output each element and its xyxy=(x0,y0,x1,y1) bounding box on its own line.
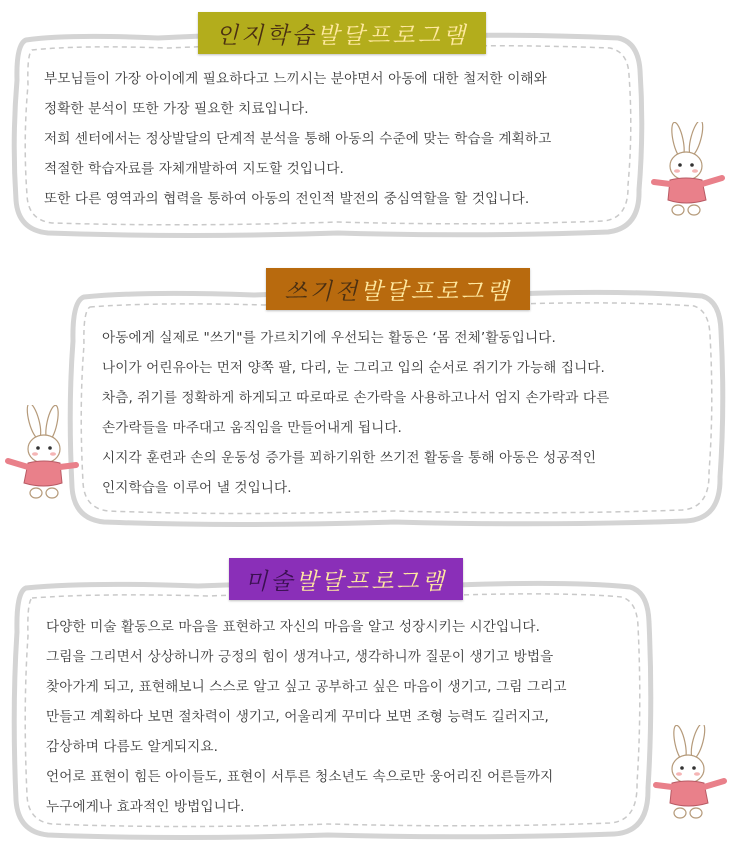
body-line: 찾아가게 되고, 표현해보니 스스로 알고 싶고 공부하고 싶은 마음이 생기고, 그림 그리고 xyxy=(46,679,567,695)
body-line: 다양한 미술 활동으로 마음을 표현하고 자신의 마음을 알고 성장시키는 시간입니다. xyxy=(46,619,541,635)
section-body xyxy=(102,323,609,503)
body-line: 적절한 학습자료를 자체개발하여 지도할 것입니다. xyxy=(44,161,344,177)
body-line: 만들고 계획하다 보면 절차력이 생기고, 어울리게 꾸미다 보면 조형 능력도 길러지고, xyxy=(46,709,549,725)
body-line: 차츰, 쥐기를 정확하게 하게되고 따로따로 손가락을 사용하고나서 엄지 손가락과 다른 xyxy=(102,390,610,406)
title-part-a: 미술 xyxy=(245,568,296,595)
title-part-b: 발달프로그램 xyxy=(316,22,469,49)
section-art xyxy=(8,578,658,842)
rabbit-icon xyxy=(2,405,82,505)
body-line: 손가락들을 마주대고 움직임을 만들어내게 됩니다. xyxy=(102,420,402,436)
title-part-a: 쓰기전 xyxy=(284,278,361,305)
body-line: 나이가 어린유아는 먼저 양쪽 팔, 다리, 눈 그리고 입의 순서로 쥐기가 가능해 집니다. xyxy=(102,360,605,376)
body-line: 인지학습을 이루어 낼 것입니다. xyxy=(102,480,292,496)
body-line: 언어로 표현이 힘든 아이들도, 표현이 서투른 청소년도 속으로만 웅어리진 어른들까지 xyxy=(46,769,554,785)
section-body xyxy=(46,612,567,822)
body-line: 감상하며 다름도 알게되지요. xyxy=(46,739,219,755)
body-line: 부모님들이 가장 아이에게 필요하다고 느끼시는 분야면서 아동에 대한 철저한 이해와 xyxy=(44,71,547,87)
section-pre-writing xyxy=(64,287,728,529)
body-line: 아동에게 실제로 "쓰기"를 가르치기에 우선되는 활동은 ‘몸 전체’활동입니다. xyxy=(102,330,556,346)
title-part-a: 인지학습 xyxy=(215,22,317,49)
body-line: 그림을 그리면서 상상하니까 긍정의 힘이 생겨나고, 생각하니까 질문이 생기고 방법을 xyxy=(46,649,554,665)
body-line: 또한 다른 영역과의 협력을 통하여 아동의 전인적 발전의 중심역할을 할 것입니다. xyxy=(44,191,530,207)
section-title xyxy=(266,268,530,310)
body-line: 정확한 분석이 또한 가장 필요한 치료입니다. xyxy=(44,101,309,117)
body-line: 누구에게나 효과적인 방법입니다. xyxy=(46,799,245,815)
title-part-b: 발달프로그램 xyxy=(295,568,447,595)
title-part-b: 발달프로그램 xyxy=(360,278,512,305)
rabbit-icon xyxy=(648,122,728,222)
section-body xyxy=(44,64,551,214)
body-line: 시지각 훈련과 손의 운동성 증가를 꾀하기위한 쓰기전 활동을 통해 아동은 성공적인 xyxy=(102,450,597,466)
section-cognitive-learning xyxy=(8,30,648,240)
body-line: 저희 센터에서는 정상발달의 단계적 분석을 통해 아동의 수준에 맞는 학습을 계획하고 xyxy=(44,131,552,147)
section-title xyxy=(229,558,463,600)
section-title xyxy=(198,12,486,54)
rabbit-icon xyxy=(650,725,730,825)
